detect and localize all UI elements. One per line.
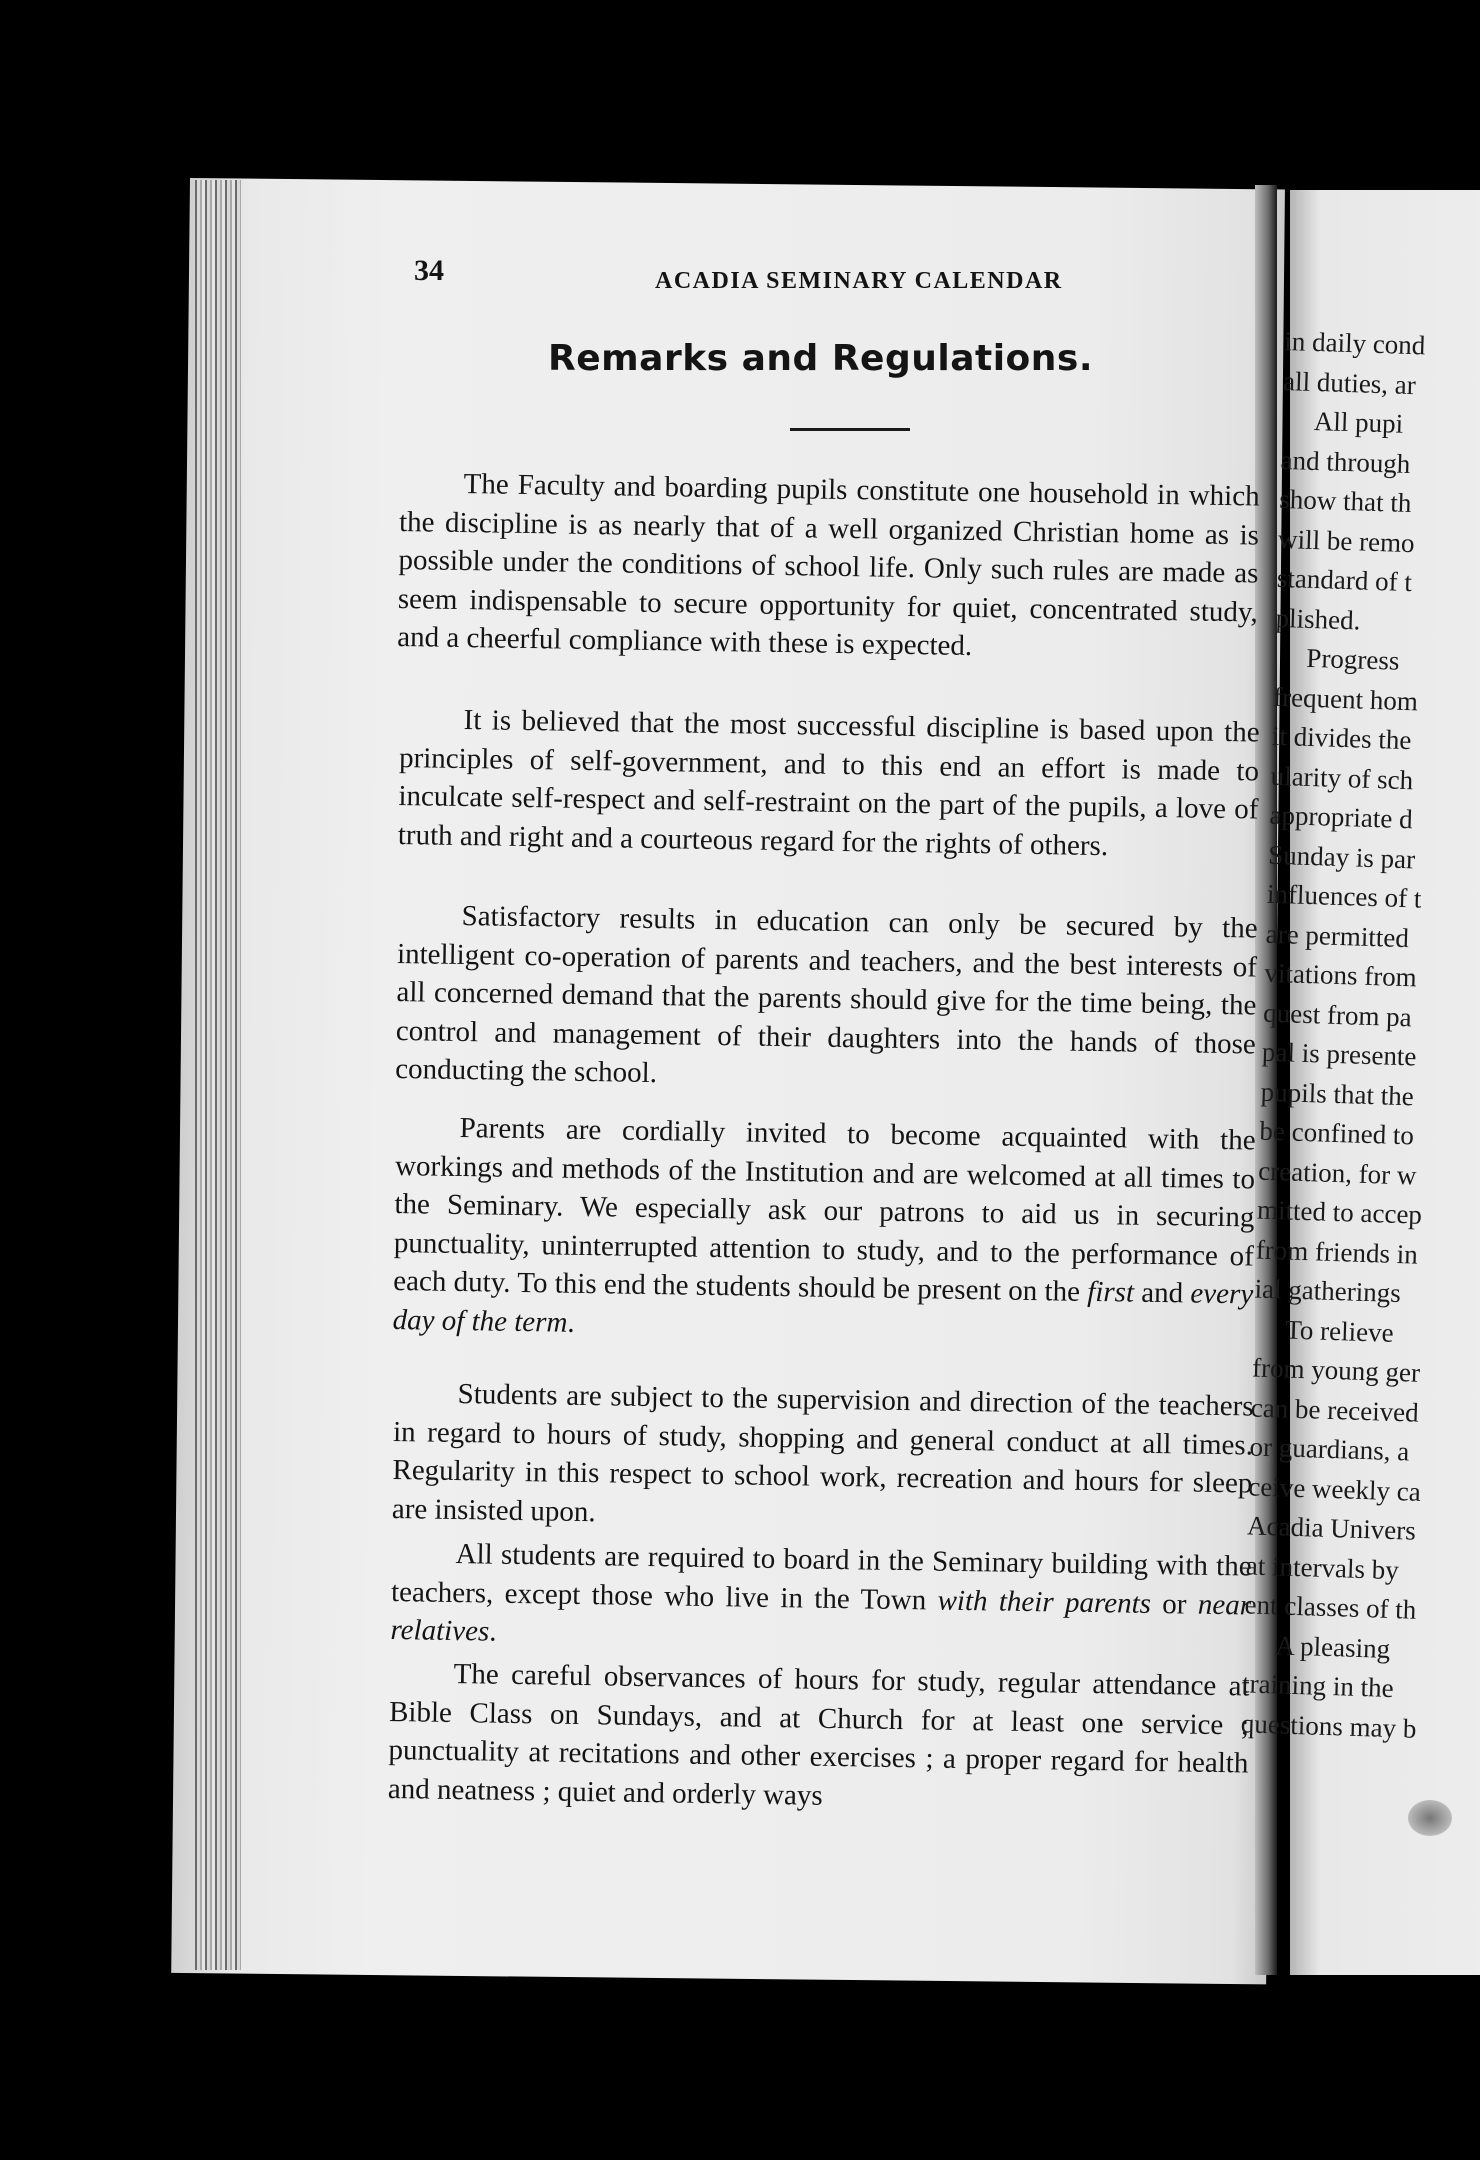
- right-page-line: can be received: [1250, 1391, 1420, 1428]
- emphasis-first: first: [1087, 1275, 1135, 1309]
- page-number: 34: [414, 254, 444, 287]
- emphasis-near-relatives: near relatives: [390, 1588, 1252, 1648]
- section-title: Remarks and Regulations.: [548, 338, 1094, 379]
- right-page-line: plished.: [1275, 602, 1361, 636]
- paragraph-discipline: [398, 700, 1260, 867]
- right-page-line: or guardians, a: [1249, 1431, 1410, 1467]
- title-rule: [790, 428, 910, 431]
- right-page-line: it divides the: [1271, 720, 1412, 756]
- paragraph-text: Students are subject to the supervision and direction of the teachers in regard to hours of study, shopping and general conduct at all times. Regularity in this respect to school work, recreation and hours for sleep are insisted upon.: [391, 1378, 1254, 1528]
- right-page-line: standard of t: [1276, 562, 1413, 598]
- connector-or: or: [1162, 1587, 1187, 1620]
- right-page-line: vitations from: [1264, 957, 1418, 993]
- page-smudge: [1408, 1800, 1452, 1836]
- emphasis-with-parents: with their parents: [937, 1584, 1152, 1620]
- right-page-line: and through: [1280, 444, 1411, 479]
- right-page-line: To relieve: [1284, 1314, 1395, 1348]
- paragraph-text: The Faculty and boarding pupils constitute one household in which the discipline is as nearly that of a well organized Christian home as is possible under the conditions of school life. Only such rules are made as seem indispensable to secure opportunity for quiet, concentrated study, and a cheerful compliance with these is expected.: [397, 468, 1260, 663]
- page-edges: [195, 180, 241, 1970]
- paragraph-boarding: [390, 1534, 1252, 1663]
- right-page-line: A pleasing: [1274, 1629, 1391, 1664]
- right-page-line: questions may b: [1240, 1707, 1417, 1744]
- paragraph-observances: [388, 1654, 1250, 1821]
- right-page-line: creation, for w: [1257, 1155, 1417, 1191]
- sentence-end: .: [567, 1306, 575, 1339]
- right-page-line: from young ger: [1251, 1352, 1421, 1388]
- right-page-line: Sunday is par: [1267, 839, 1416, 874]
- right-page-line: in daily cond: [1283, 325, 1426, 361]
- paragraph-text: Parents are cordially invited to become acquainted with the workings and methods of the Institution and are welcomed at all times to the Seminary. We especially ask our patrons to aid us in securing punctuality, uninterrupted attention to study, and to the performance of each duty. To this end the students should be present on the: [393, 1112, 1256, 1308]
- right-page-line: all duties, ar: [1282, 365, 1417, 400]
- right-page-line: will be remo: [1277, 523, 1416, 558]
- right-page-line: quest from pa: [1262, 997, 1413, 1032]
- right-page-line: be confined to: [1259, 1115, 1415, 1151]
- paragraph-text: Satisfactory results in education can only be secured by the intelligent co-operation of parents and teachers, and the best interests of all concerned demand that the parents should give for the time being, the control and management of their daughters into the hands of those conducting the school.: [395, 900, 1258, 1090]
- paragraph-supervision: [392, 1374, 1254, 1541]
- paragraph-cooperation: [395, 896, 1258, 1102]
- running-head: ACADIA SEMINARY CALENDAR: [655, 268, 1063, 294]
- right-page-line: training in the: [1241, 1668, 1395, 1704]
- right-page-line: at intervals by: [1245, 1549, 1400, 1585]
- paragraph-text: All students are required to board in the Seminary building with the teachers, except those who live in the Town: [390, 1538, 1252, 1616]
- right-page-line: pal is presente: [1261, 1036, 1417, 1072]
- sentence-end: .: [489, 1615, 497, 1648]
- right-page-line: ent classes of th: [1244, 1589, 1417, 1625]
- right-page-line: All pupi: [1313, 405, 1404, 439]
- right-page-line: ial gatherings: [1254, 1273, 1402, 1309]
- right-page-line: appropriate d: [1269, 799, 1414, 835]
- paragraph-household: [397, 464, 1260, 670]
- right-page-line: Acadia Univers: [1246, 1510, 1417, 1546]
- right-page-line: ularity of sch: [1270, 760, 1414, 795]
- right-page-line: from friends in: [1255, 1234, 1419, 1270]
- right-page-line: influences of t: [1266, 878, 1422, 914]
- right-page-line: frequent hom: [1272, 681, 1419, 716]
- right-page-line: mitted to accep: [1256, 1194, 1423, 1230]
- right-page-line: show that th: [1278, 483, 1412, 519]
- paragraph-text: The careful observances of hours for study, regular attendance at Bible Class on Sundays, and at Church for at least one service ; punctuality at recitations and other exercises ; a proper regard for health and neatness ; quiet and orderly ways: [387, 1658, 1250, 1812]
- paragraph-parents: [392, 1108, 1256, 1352]
- paragraph-text: It is believed that the most successful discipline is based upon the principles of self-government, and to this end an effort is made to inculcate self-respect and self-restraint on the part of the pupils, a love of truth and right and a courteous regard for the rights of others.: [397, 704, 1260, 862]
- right-page-line: pupils that the: [1260, 1076, 1415, 1111]
- emphasis-every-day: every day of the term: [392, 1277, 1254, 1339]
- right-page-line: are permitted: [1265, 918, 1410, 953]
- connector-and: and: [1141, 1276, 1184, 1310]
- right-page-line: ceive weekly ca: [1247, 1470, 1422, 1507]
- right-page-line: Progress: [1305, 642, 1400, 676]
